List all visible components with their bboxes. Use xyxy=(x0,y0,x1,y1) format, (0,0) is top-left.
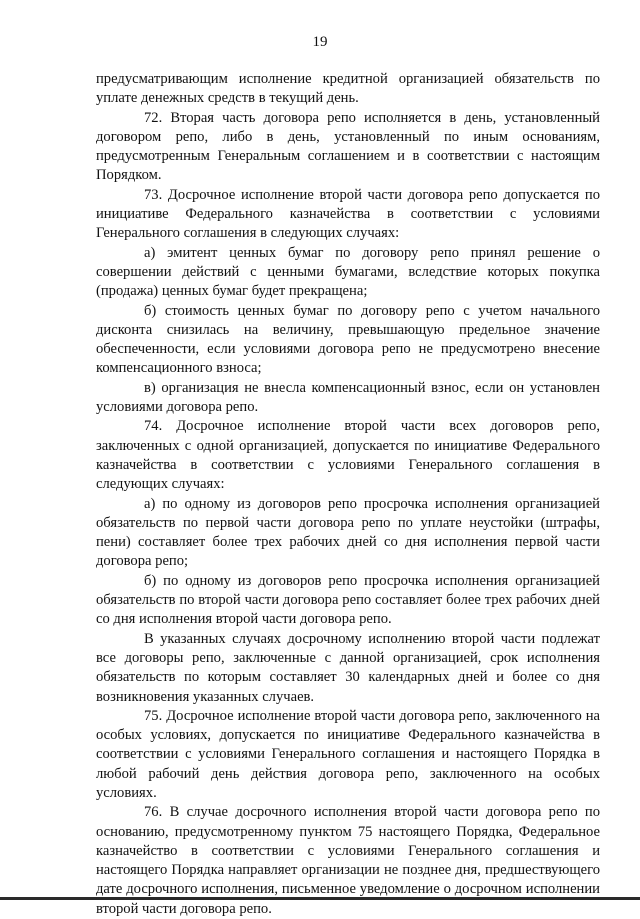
page-number: 19 xyxy=(312,34,328,50)
bottom-scan-edge xyxy=(0,897,640,900)
paragraph-continuation: предусматривающим исполнение кредитной организацией обязательств по уплате денежных средств в текущий день. xyxy=(96,71,600,107)
document-body xyxy=(96,70,600,919)
paragraph-75: 75. Досрочное исполнение второй части договора репо, заключенного на особых условиях, допускается по инициативе Федерального казначейства в соответствии с условиями Генерального соглашения и настоящего Порядка в любой рабочий день действия договора репо, заключенного на особых условиях. xyxy=(96,707,600,801)
paragraph-74: 74. Досрочное исполнение второй части всех договоров репо, заключенных с одной организацией, допускается по инициативе Федерального казначейства в соответствии с условиями Генерального соглашения в следующих случаях: xyxy=(96,418,600,493)
paragraph-74-a: а) по одному из договоров репо просрочка исполнения организацией обязательств по первой части договора репо по уплате неустойки (штрафы, пени) составляет более трех рабочих дней со дня исполнения первой части договора репо; xyxy=(96,495,600,570)
paragraph-73: 73. Досрочное исполнение второй части договора репо допускается по инициативе Федерального казначейства в соответствии с условиями Генерального соглашения в следующих случаях: xyxy=(96,186,600,242)
paragraph-72: 72. Вторая часть договора репо исполняется в день, установленный договором репо, либо в день, установленный по иным основаниям, предусмотренным Генеральным соглашением и в соответствии с настоящим Порядком. xyxy=(96,109,600,184)
paragraph-74-note: В указанных случаях досрочному исполнению второй части подлежат все договоры репо, заключенные с данной организацией, срок исполнения обязательств по которым составляет 30 календарных дней и более со дня возникновения указанных случаев. xyxy=(96,630,600,705)
paragraph-76: 76. В случае досрочного исполнения второй части договора репо по основанию, предусмотренному пунктом 75 настоящего Порядка, Федеральное казначейство в соответствии с условиями Генерального соглашения и настоящего Порядка направляет организации не позднее дня, предшествующего дате досрочного исполнения, письменное уведомление о досрочном исполнении второй части договора репо. xyxy=(96,804,600,917)
paragraph-73-b: б) стоимость ценных бумаг по договору репо с учетом начального дисконта снизилась на величину, превышающую предельное значение обеспеченности, если условиями договора репо не предусмотрено внесение компенсационного взноса; xyxy=(96,302,600,377)
paragraph-74-b: б) по одному из договоров репо просрочка исполнения организацией обязательств по второй части договора репо составляет более трех рабочих дней со дня исполнения второй части договора репо. xyxy=(96,572,600,628)
paragraph-73-a: а) эмитент ценных бумаг по договору репо принял решение о совершении действий с ценными бумагами, вследствие которых покупка (продажа) ценных бумаг будет прекращена; xyxy=(96,244,600,300)
paragraph-73-v: в) организация не внесла компенсационный взнос, если он установлен условиями договора репо. xyxy=(96,379,600,416)
